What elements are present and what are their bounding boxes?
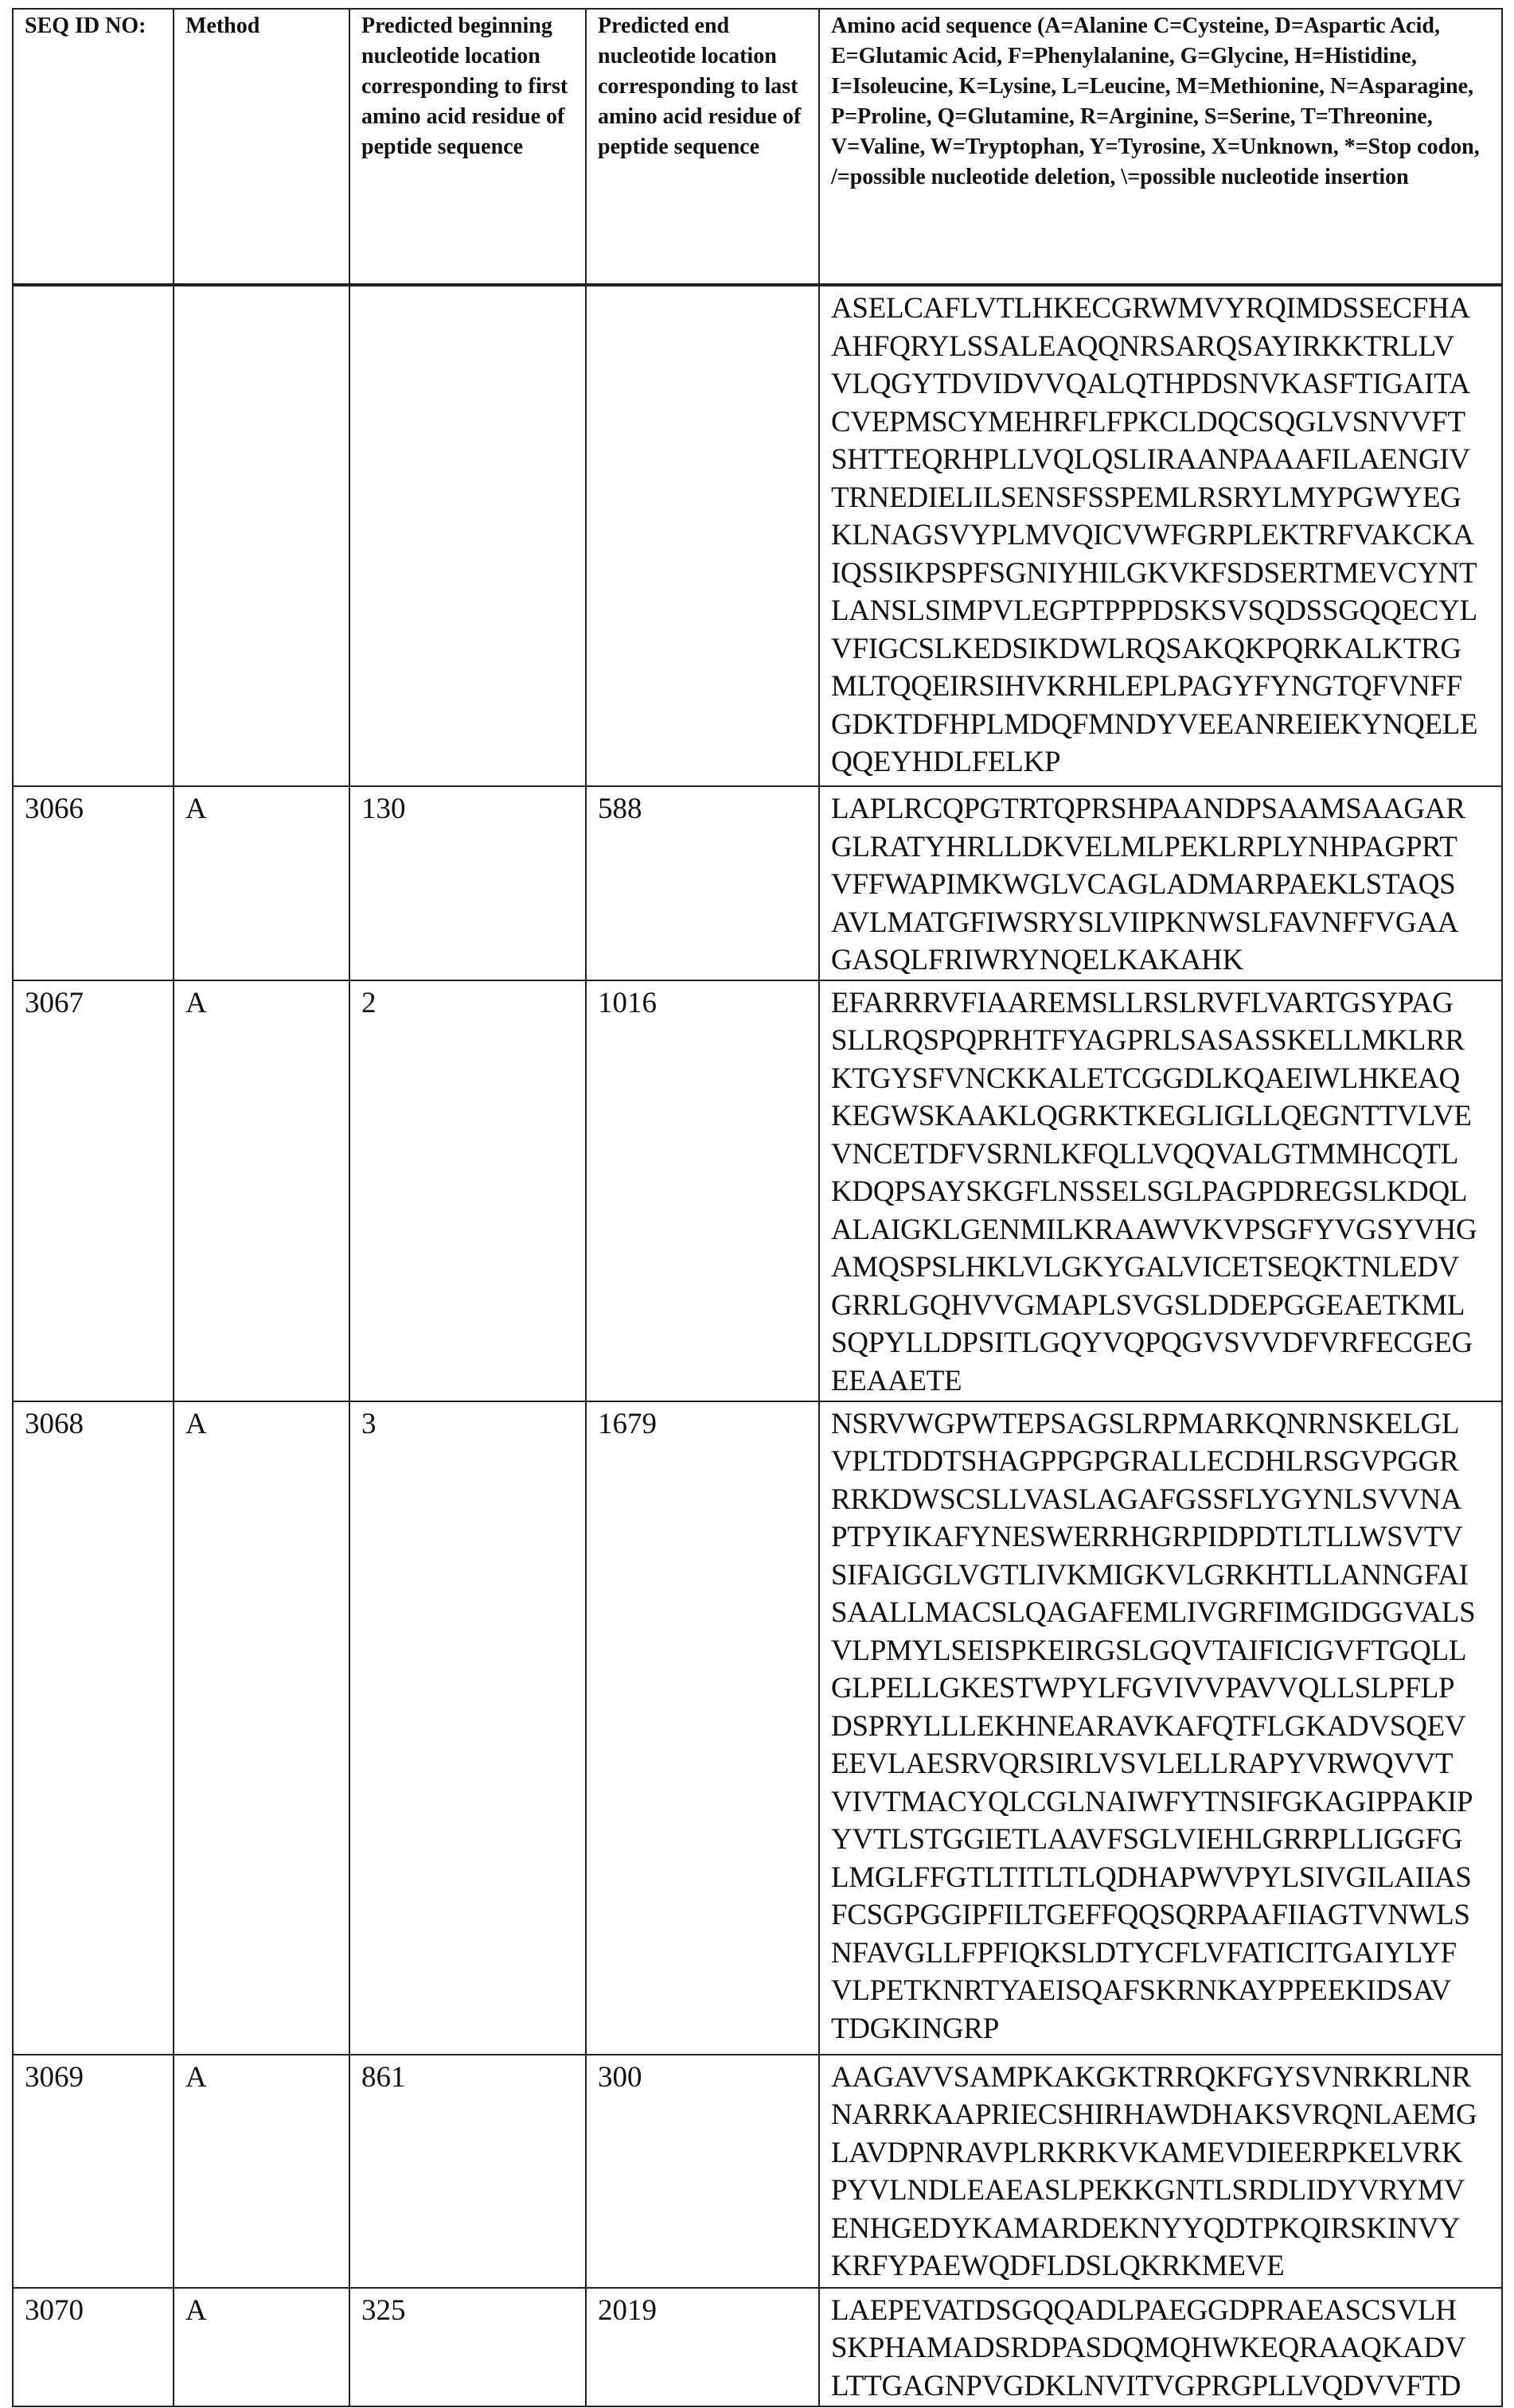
sequence-line: ALAIGKLGENMILKRAAWVKVPSGFYVGSYVHG (831, 1211, 1490, 1249)
sequence-line: PYVLNDLEAEASLPEKKGNTLSRDLIDYVRYMV (831, 2172, 1490, 2210)
sequence-line: ENHGEDYKAMARDEKNYYQDTPKQIRSKINVY (831, 2210, 1490, 2248)
sequence-cell (819, 2288, 1502, 2406)
method-cell: A (174, 2055, 349, 2288)
end-location-cell: 2019 (586, 2288, 819, 2406)
sequence-line: AMQSPSLHKLVLGKYGALVICETSEQKTNLEDV (831, 1249, 1490, 1287)
table-row (13, 285, 1502, 786)
sequence-line: NARRKAAPRIECSHIRHAWDHAKSVRQNLAEMG (831, 2096, 1490, 2134)
header-method: Method (174, 9, 349, 285)
sequence-line: LTTGAGNPVGDKLNVITVGPRGPLLVQDVVFTD (831, 2367, 1490, 2406)
sequence-line: VLQGYTDVIDVVQALQTHPDSNVKASFTIGAITA (831, 365, 1490, 403)
end-location-cell: 1016 (586, 980, 819, 1401)
sequence-line: KRFYPAEWQDFLDSLQKRKMEVE (831, 2247, 1490, 2285)
sequence-cell (819, 980, 1502, 1401)
sequence-line: LAVDPNRAVPLRKRKVKAMEVDIEERPKELVRK (831, 2134, 1490, 2172)
seq-id-cell: 3068 (13, 1401, 174, 2055)
method-cell: A (174, 786, 349, 980)
seq-id-cell: 3067 (13, 980, 174, 1401)
header-end-location: Predicted end nucleotide location corresponding to last amino acid residue of peptide sequence (586, 9, 819, 285)
sequence-line: GRRLGQHVVGMAPLSVGSLDDEPGGEAETKML (831, 1287, 1490, 1325)
sequence-line: AVLMATGFIWSRYSLVIIPKNWSLFAVNFFVGAA (831, 904, 1490, 942)
sequence-line: SHTTEQRHPLLVQLQSLIRAANPAAAFILAENGIV (831, 441, 1490, 479)
sequence-line: LANSLSIMPVLEGPTPPPDSKSVSQDSSGQQECYL (831, 592, 1490, 630)
header-amino-acid-sequence: Amino acid sequence (A=Alanine C=Cysteine, D=Aspartic Acid, E=Glutamic Acid, F=Phenylalanine, G=Glycine, H=Histidine, I=Isoleucine, K=Lysine, L=Leucine, M=Methionine, N=Asparagine, P=Proline, Q=Glutamine, R=Arginine, S=Serine, T=Threonine, V=Valine, W=Tryptophan, Y=Tyrosine, X=Unknown, *=Stop codon, /=possible nucleotide deletion, \=possible nucleotide insertion (819, 9, 1502, 285)
sequence-line: SKPHAMADSRDPASDQMQHWKEQRAAQKADV (831, 2329, 1490, 2367)
method-cell (174, 285, 349, 786)
sequence-line: GASQLFRIWRYNQELKAKAHK (831, 941, 1490, 980)
sequence-line: SAALLMACSLQAGAFEMLIVGRFIMGIDGGVALS (831, 1594, 1490, 1632)
sequence-line: EFARRRVFIAAREMSLLRSLRVFLVARTGSYPAG (831, 984, 1490, 1023)
sequence-line: NFAVGLLFPFIQKSLDTYCFLVFATICITGAIYLYF (831, 1935, 1490, 1973)
begin-location-cell: 325 (349, 2288, 586, 2406)
sequence-line: LMGLFFGTLTITLTLQDHAPWVPYLSIVGILAIIAS (831, 1859, 1490, 1897)
end-location-cell: 588 (586, 786, 819, 980)
sequence-line: FCSGPGGIPFILTGEFFQQSQRPAAFIIAGTVNWLS (831, 1896, 1490, 1935)
method-cell: A (174, 1401, 349, 2055)
sequence-line: MLTQQEIRSIHVKRHLEPLPAGYFYNGTQFVNFF (831, 668, 1490, 706)
table-row (13, 786, 1502, 980)
table-row (13, 980, 1502, 1401)
sequence-line: LAEPEVATDSGQQADLPAEGGDPRAEASCSVLH (831, 2292, 1490, 2330)
sequence-cell (819, 2055, 1502, 2288)
table-row (13, 2055, 1502, 2288)
sequence-line: EEAAETE (831, 1362, 1490, 1401)
sequence-line: IQSSIKPSPFSGNIYHILGKVKFSDSERTMEVCYNT (831, 555, 1490, 593)
sequence-line: VFIGCSLKEDSIKDWLRQSAKQKPQRKALKTRG (831, 630, 1490, 668)
sequence-line: LAPLRCQPGTRTQPRSHPAANDPSAAMSAAGAR (831, 790, 1490, 828)
sequence-line: GLRATYHRLLDKVELMLPEKLRPLYNHPAGPRT (831, 828, 1490, 867)
sequence-line: KLNAGSVYPLMVQICVWFGRPLEKTRFVAKCKA (831, 516, 1490, 555)
begin-location-cell (349, 285, 586, 786)
seq-id-cell: 3070 (13, 2288, 174, 2406)
sequence-line: KDQPSAYSKGFLNSSELSGLPAGPDREGSLKDQL (831, 1173, 1490, 1211)
begin-location-cell: 861 (349, 2055, 586, 2288)
sequence-line: NSRVWGPWTEPSAGSLRPMARKQNRNSKELGL (831, 1405, 1490, 1444)
method-cell: A (174, 980, 349, 1401)
sequence-line: SQPYLLDPSITLGQYVQPQGVSVVDFVRFECGEG (831, 1324, 1490, 1362)
sequence-cell (819, 786, 1502, 980)
table-row (13, 1401, 1502, 2055)
sequence-line: VIVTMACYQLCGLNAIWFYTNSIFGKAGIPPAKIP (831, 1783, 1490, 1822)
seq-id-cell (13, 285, 174, 786)
sequence-line: GDKTDFHPLMDQFMNDYVEEANREIEKYNQELE (831, 706, 1490, 744)
sequence-line: VLPMYLSEISPKEIRGSLGQVTAIFICIGVFTGQLL (831, 1632, 1490, 1670)
begin-location-cell: 130 (349, 786, 586, 980)
end-location-cell (586, 285, 819, 786)
table-header-row (13, 9, 1502, 285)
sequence-line: CVEPMSCYMEHRFLFPKCLDQCSQGLVSNVVFT (831, 403, 1490, 442)
table-row (13, 2288, 1502, 2406)
sequence-line: TDGKINGRP (831, 2010, 1490, 2048)
header-begin-location: Predicted beginning nucleotide location corresponding to first amino acid residue of peptide sequence (349, 9, 586, 285)
sequence-line: TRNEDIELILSENSFSSPEMLRSRYLMYPGWYEG (831, 479, 1490, 517)
sequence-line: GLPELLGKESTWPYLFGVIVVPAVVQLLSLPFLP (831, 1670, 1490, 1708)
method-cell: A (174, 2288, 349, 2406)
sequence-line: YVTLSTGGIETLAAVFSGLVIEHLGRRPLLIGGFG (831, 1821, 1490, 1859)
sequence-line: SLLRQSPQPRHTFYAGPRLSASASSKELLMKLRR (831, 1022, 1490, 1060)
sequence-cell (819, 285, 1502, 786)
sequence-line: EEVLAESRVQRSIRLVSVLELLRAPYVRWQVVT (831, 1745, 1490, 1783)
sequence-line: RRKDWSCSLLVASLAGAFGSSFLYGYNLSVVNA (831, 1481, 1490, 1519)
sequence-line: KEGWSKAAKLQGRKTKEGLIGLLQEGNTTVLVE (831, 1097, 1490, 1136)
sequence-line: AAGAVVSAMPKAKGKTRRQKFGYSVNRKRLNR (831, 2059, 1490, 2097)
begin-location-cell: 3 (349, 1401, 586, 2055)
sequence-line: ASELCAFLVTLHKECGRWMVYRQIMDSSECFHA (831, 290, 1490, 328)
sequence-line: DSPRYLLLEKHNEARAVKAFQTFLGKADVSQEV (831, 1708, 1490, 1746)
end-location-cell: 1679 (586, 1401, 819, 2055)
end-location-cell: 300 (586, 2055, 819, 2288)
sequence-line: QQEYHDLFELKP (831, 743, 1490, 781)
seq-id-cell: 3066 (13, 786, 174, 980)
sequence-line: VPLTDDTSHAGPPGPGRALLECDHLRSGVPGGR (831, 1443, 1490, 1481)
sequence-cell (819, 1401, 1502, 2055)
peptide-sequence-table (12, 8, 1503, 2407)
sequence-line: AHFQRYLSSALEAQQNRSARQSAYIRKKTRLLV (831, 328, 1490, 366)
sequence-line: SIFAIGGLVGTLIVKMIGKVLGRKHTLLANNGFAI (831, 1557, 1490, 1595)
sequence-line: VFFWAPIMKWGLVCAGLADMARPAEKLSTAQS (831, 866, 1490, 904)
sequence-line: PTPYIKAFYNESWERRHGRPIDPDTLTLLWSVTV (831, 1518, 1490, 1557)
sequence-line: KTGYSFVNCKKALETCGGDLKQAEIWLHKEAQ (831, 1060, 1490, 1098)
seq-id-cell: 3069 (13, 2055, 174, 2288)
begin-location-cell: 2 (349, 980, 586, 1401)
sequence-line: VLPETKNRTYAEISQAFSKRNKAYPPEEKIDSAV (831, 1972, 1490, 2010)
sequence-line: VNCETDFVSRNLKFQLLVQQVALGTMMHCQTL (831, 1136, 1490, 1174)
header-seq-id: SEQ ID NO: (13, 9, 174, 285)
